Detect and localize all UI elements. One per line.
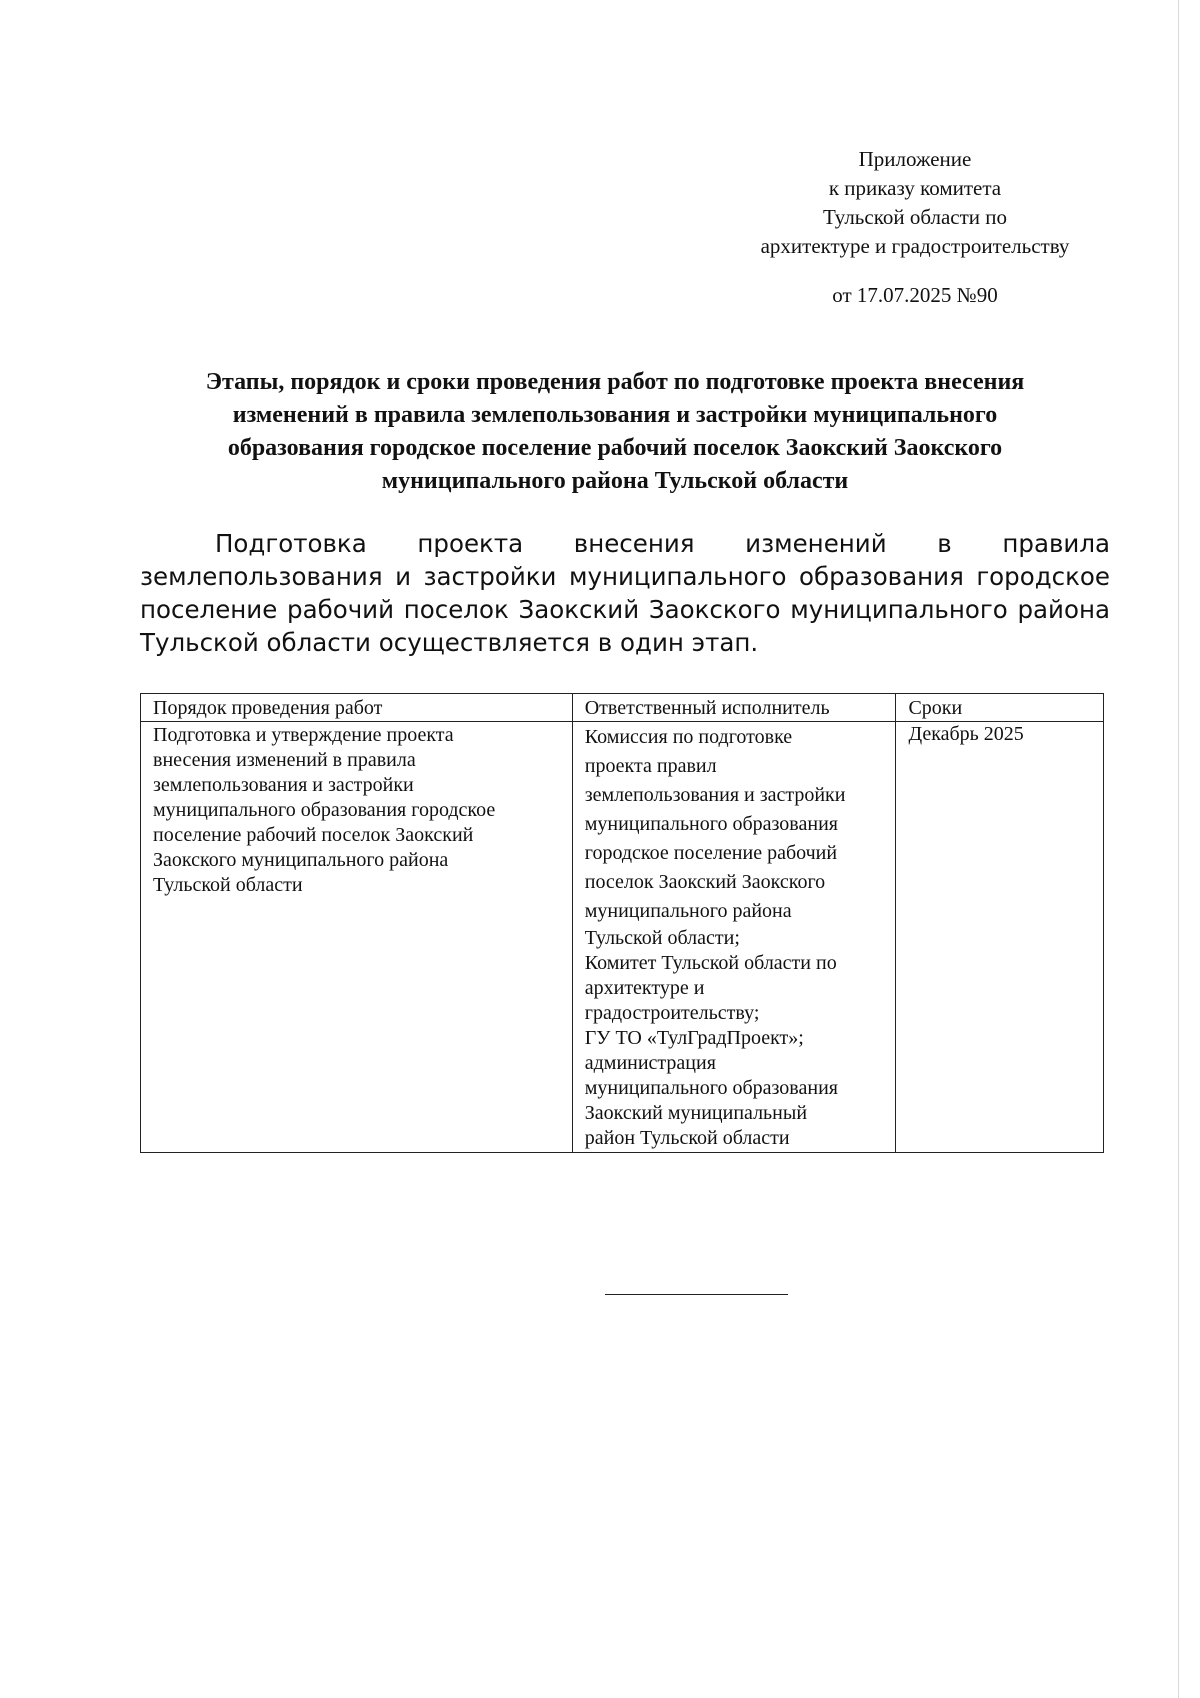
appendix-line: к приказу комитета	[828, 176, 1002, 200]
responsible-cell	[572, 722, 896, 1153]
table-row	[141, 722, 1104, 1153]
responsible-line: Тульской области;	[584, 927, 740, 949]
responsible-line: муниципального района	[584, 900, 792, 922]
appendix-line: Тульской области по	[822, 205, 1008, 229]
order-line: Заокского муниципального района	[153, 849, 449, 871]
responsible-line: градостроительству;	[584, 1002, 760, 1024]
order-line: поселение рабочий поселок Заокский	[153, 824, 474, 846]
responsible-line: архитектуре и	[584, 977, 705, 999]
term-cell: Декабрь 2025	[896, 722, 1104, 1153]
responsible-line: Комитет Тульской области по	[584, 952, 837, 974]
table-header-row	[141, 694, 1104, 722]
order-line: землепользования и застройки	[153, 774, 414, 796]
title-line: Этапы, порядок и сроки проведения работ по подготовке проекта внесения	[205, 369, 1025, 395]
end-divider	[605, 1294, 788, 1295]
responsible-line: муниципального образования	[584, 1077, 838, 1099]
order-line: Подготовка и утверждение проекта	[153, 724, 454, 746]
responsible-line: проекта правил	[584, 755, 717, 777]
responsible-line: район Тульской области	[584, 1127, 790, 1149]
intro-paragraph: Подготовка проекта внесения изменений в правила землепользования и застройки муниципального образования городское поселение рабочий поселок Заокский Заокского муниципального района Тульской области осуществляется в один этап.	[140, 529, 1110, 657]
responsible-line: ГУ ТО «ТулГрадПроект»;	[584, 1027, 804, 1049]
title-line: изменений в правила землепользования и застройки муниципального	[232, 402, 998, 428]
schedule-table	[140, 693, 1104, 1153]
responsible-line: Комиссия по подготовке	[584, 726, 793, 748]
responsible-line: поселок Заокский Заокского	[584, 871, 826, 893]
document-title	[130, 366, 1100, 498]
appendix-date: от 17.07.2025 №90	[832, 283, 998, 307]
order-line: муниципального образования городское	[153, 799, 496, 821]
responsible-line: Заокский муниципальный	[584, 1102, 808, 1124]
appendix-line: архитектуре и градостроительству	[760, 234, 1070, 258]
responsible-line: городское поселение рабочий	[584, 842, 838, 864]
order-line: внесения изменений в правила	[153, 749, 416, 771]
header-order: Порядок проведения работ	[141, 694, 573, 722]
page-edge-line	[1178, 0, 1179, 1698]
title-line: муниципального района Тульской области	[381, 468, 849, 494]
title-line: образования городское поселение рабочий поселок Заокский Заокского	[227, 435, 1003, 461]
appendix-line: Приложение	[858, 147, 972, 171]
header-responsible: Ответственный исполнитель	[572, 694, 896, 722]
appendix-header	[720, 145, 1110, 261]
header-term: Сроки	[896, 694, 1104, 722]
responsible-line: администрация	[584, 1052, 716, 1074]
responsible-line: землепользования и застройки	[584, 784, 846, 806]
responsible-line: муниципального образования	[584, 813, 838, 835]
order-line: Тульской области	[153, 874, 303, 896]
order-cell	[141, 722, 573, 1153]
